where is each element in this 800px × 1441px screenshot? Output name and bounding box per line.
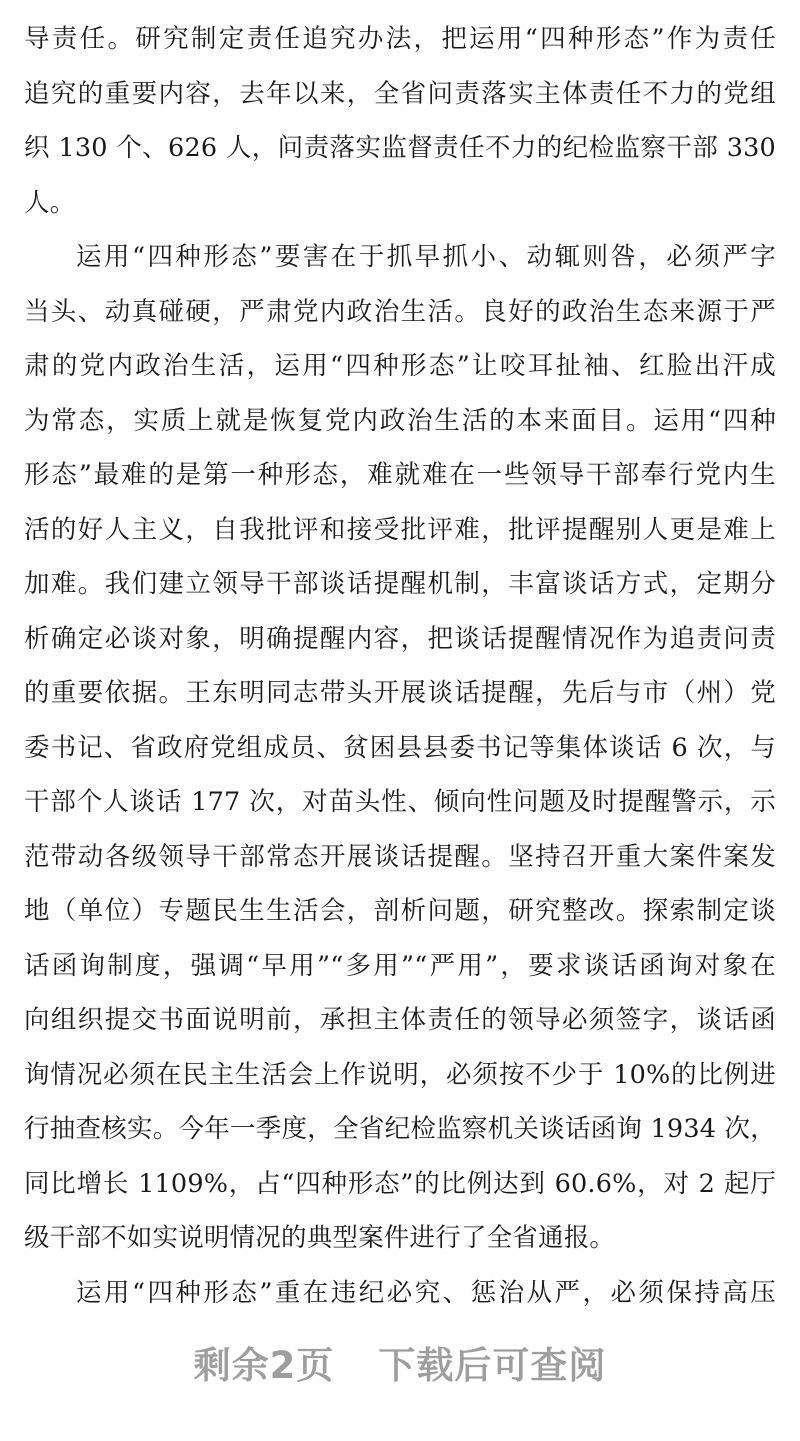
text-line: 运用“四种形态”要害在于抓早抓小、动辄则咎，必须严字: [76, 242, 776, 272]
text-line: 活的好人主义，自我批评和接受批评难，批评提醒别人更是难上: [24, 514, 776, 545]
text-line: 的重要依据。王东明同志带头开展谈话提醒，先后与市（州）党: [24, 678, 776, 708]
text-line: 追究的重要内容，去年以来，全省问责落实主体责任不力的党组: [24, 78, 776, 109]
text-line: 干部个人谈话 177 次，对苗头性、倾向性问题及时提醒警示，示: [24, 787, 776, 817]
text-line: 析确定必谈对象，明确提醒内容，把谈话提醒情况作为追责问责: [24, 623, 776, 654]
download-to-view-label[interactable]: 下载后可查阅: [378, 1344, 607, 1387]
text-line: 肃的党内政治生活，运用“四种形态”让咬耳扯袖、红脸出汗成: [24, 351, 776, 381]
text-line: 询情况必须在民主生活会上作说明，必须按不少于 10%的比例进: [24, 1059, 776, 1090]
text-line: 级干部不如实说明情况的典型案件进行了全省通报。: [24, 1223, 616, 1253]
text-line: 人。: [24, 187, 76, 218]
remaining-pages-label[interactable]: 剩余2页: [193, 1344, 335, 1387]
text-line: 委书记、省政府党组成员、贫困县县委书记等集体谈话 6 次，与: [24, 732, 776, 763]
text-line: 形态”最难的是第一种形态，难就难在一些领导干部奉行党内生: [24, 460, 776, 490]
text-line: 为常态，实质上就是恢复党内政治生活的本来面目。运用“四种: [24, 405, 776, 436]
download-prompt[interactable]: [0, 1335, 800, 1389]
text-line: 织 130 个、626 人，问责落实监督责任不力的纪检监察干部 330: [24, 133, 776, 163]
text-line: 运用“四种形态”重在违纪必究、惩治从严，必须保持高压: [76, 1277, 776, 1308]
text-line: 同比增长 1109%，占“四种形态”的比例达到 60.6%，对 2 起厅: [24, 1168, 776, 1199]
text-line: 向组织提交书面说明前，承担主体责任的领导必须签字，谈话函: [24, 1005, 776, 1035]
text-line: 当头、动真碰硬，严肃党内政治生活。良好的政治生态来源于严: [24, 296, 776, 327]
text-line: 话函询制度，强调“早用”“多用”“严用”，要求谈话函询对象在: [24, 950, 776, 981]
text-line: 导责任。研究制定责任追究办法，把运用“四种形态”作为责任: [24, 24, 776, 54]
text-line: 行抽查核实。今年一季度，全省纪检监察机关谈话函询 1934 次，: [24, 1114, 776, 1144]
text-line: 范带动各级领导干部常态开展谈话提醒。坚持召开重大案件案发: [24, 841, 776, 872]
text-line: 加难。我们建立领导干部谈话提醒机制，丰富谈话方式，定期分: [24, 569, 776, 599]
text-line: 地（单位）专题民生生活会，剖析问题，研究整改。探索制定谈: [24, 896, 776, 926]
document-body: [24, 12, 776, 1320]
